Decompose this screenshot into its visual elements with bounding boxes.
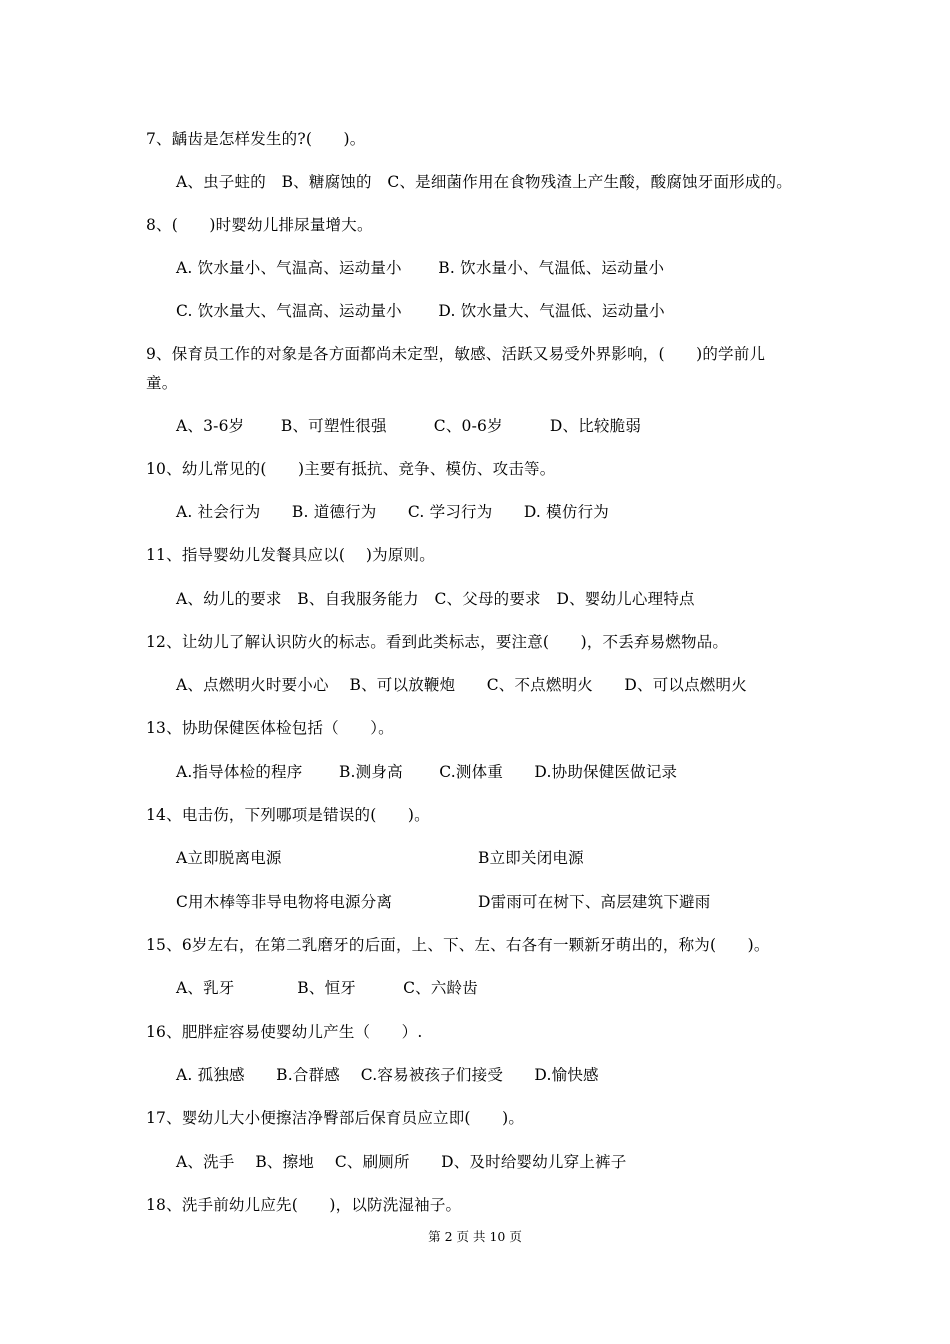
question-11-stem: 11、指导婴幼儿发餐具应以( )为原则。 bbox=[146, 546, 435, 564]
page-footer: 第 2 页 共 10 页 bbox=[428, 1229, 522, 1244]
question-10-options: A. 社会行为 B. 道德行为 C. 学习行为 D. 模仿行为 bbox=[176, 503, 609, 521]
question-8-options-row-1: A. 饮水量小、气温高、运动量小 B. 饮水量小、气温低、运动量小 bbox=[176, 259, 665, 277]
question-10-stem: 10、幼儿常见的( )主要有抵抗、竞争、模仿、攻击等。 bbox=[146, 460, 556, 478]
question-13-stem: 13、协助保健医体检包括（ ）。 bbox=[146, 719, 394, 737]
question-17-stem: 17、婴幼儿大小便擦洁净臀部后保育员应立即( )。 bbox=[146, 1109, 525, 1127]
question-17-options: A、洗手 B、擦地 C、刷厕所 D、及时给婴幼儿穿上裤子 bbox=[176, 1153, 627, 1171]
question-12-stem: 12、让幼儿了解认识防火的标志。看到此类标志，要注意( )，不丢弃易燃物品。 bbox=[146, 633, 729, 651]
question-7-stem: 7、龋齿是怎样发生的?( )。 bbox=[146, 130, 366, 148]
question-8-options-row-2: C. 饮水量大、气温高、运动量小 D. 饮水量大、气温低、运动量小 bbox=[176, 302, 665, 320]
question-9-stem: 9、保育员工作的对象是各方面都尚未定型，敏感、活跃又易受外界影响，( )的学前儿 bbox=[146, 345, 766, 363]
question-15-options: A、乳牙 B、恒牙 C、六龄齿 bbox=[176, 979, 478, 997]
question-8-stem: 8、( )时婴幼儿排尿量增大。 bbox=[146, 216, 373, 234]
question-16-stem: 16、肥胖症容易使婴幼儿产生（ ）. bbox=[146, 1023, 423, 1041]
question-14-option-c: C用木棒等非导电物将电源分离 bbox=[176, 893, 393, 911]
question-11-options: A、幼儿的要求 B、自我服务能力 C、父母的要求 D、婴幼儿心理特点 bbox=[176, 590, 695, 608]
question-16-options: A. 孤独感 B.合群感 C.容易被孩子们接受 D.愉快感 bbox=[176, 1066, 599, 1084]
question-14-stem: 14、电击伤，下列哪项是错误的( )。 bbox=[146, 806, 430, 824]
question-12-options: A、点燃明火时要小心 B、可以放鞭炮 C、不点燃明火 D、可以点燃明火 bbox=[176, 676, 747, 694]
question-14-option-d: D雷雨可在树下、高层建筑下避雨 bbox=[478, 893, 711, 911]
question-7-options: A、虫子蛀的 B、糖腐蚀的 C、是细菌作用在食物残渣上产生酸，酸腐蚀牙面形成的。 bbox=[176, 173, 792, 191]
question-9-stem-continued: 童。 bbox=[146, 374, 178, 392]
question-18-stem: 18、洗手前幼儿应先( )，以防洗湿袖子。 bbox=[146, 1196, 462, 1214]
question-14-option-b: B立即关闭电源 bbox=[478, 849, 584, 867]
question-9-options: A、3-6岁 B、可塑性很强 C、0-6岁 D、比较脆弱 bbox=[176, 417, 642, 435]
question-15-stem: 15、6岁左右，在第二乳磨牙的后面，上、下、左、右各有一颗新牙萌出的，称为( )。 bbox=[146, 936, 770, 954]
question-14-option-a: A立即脱离电源 bbox=[176, 849, 282, 867]
question-13-options: A.指导体检的程序 B.测身高 C.测体重 D.协助保健医做记录 bbox=[176, 763, 678, 781]
